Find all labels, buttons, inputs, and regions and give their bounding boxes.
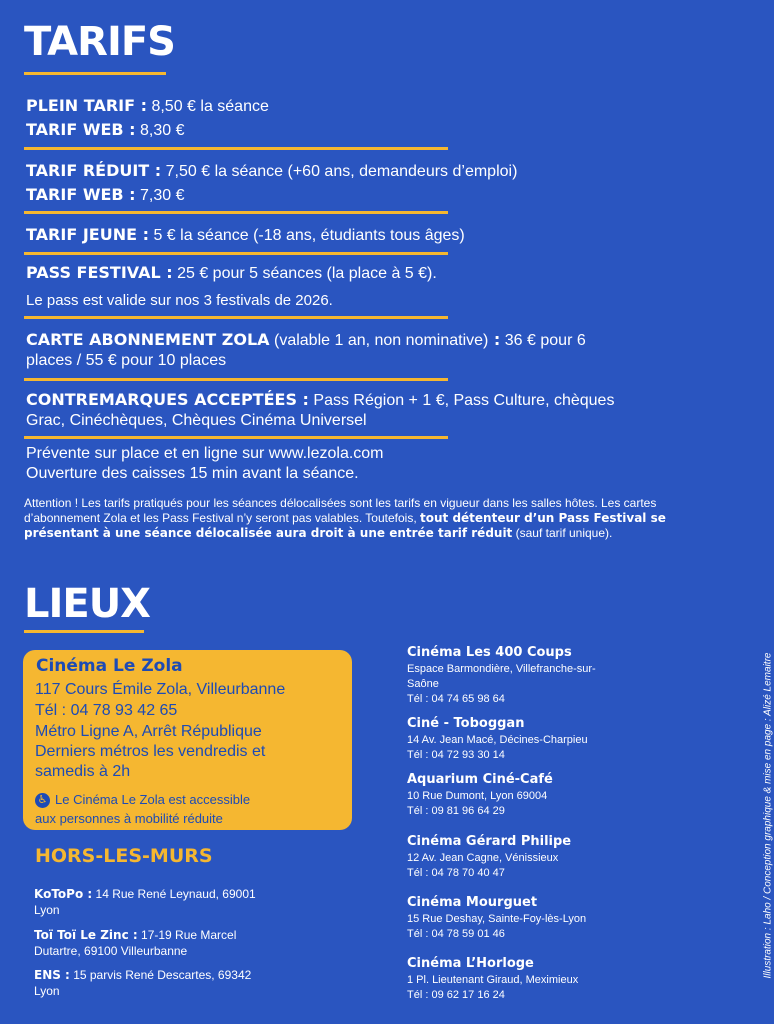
jeune-value: 5 € la séance (-18 ans, étudiants tous âges) [153, 227, 465, 244]
cinema-tel: Tél : 04 78 70 40 47 [407, 867, 505, 879]
attention-text-1: Attention ! Les tarifs pratiqués pour les séances délocalisées sont les tarifs en vigueur dans les salles hôtes. Les cartes d’abonnement Zola et les Pass Festival n’y seront pas valables. Toutefois, [24, 496, 657, 525]
reduit-web-label: TARIF WEB : [26, 185, 136, 204]
cinema-entry [407, 771, 637, 819]
cinema-tel: Tél : 04 72 93 30 14 [407, 749, 505, 761]
pass-note: Le pass est valide sur nos 3 festivals de 2026. [26, 292, 333, 309]
hors-les-murs-address: 14 Rue René Leynaud, 69001 Lyon [34, 887, 256, 917]
jeune-label: TARIF JEUNE : [26, 225, 149, 244]
hors-les-murs-item [34, 886, 264, 918]
plein-tarif-row [26, 95, 269, 118]
plein-tarif-value: 8,50 € la séance [151, 98, 269, 115]
cinema-name: Cinéma Les 400 Coups [407, 645, 572, 660]
zola-access-2: aux personnes à mobilité réduite [35, 811, 223, 826]
hors-les-murs-address: 15 parvis René Descartes, 69342 Lyon [34, 968, 252, 998]
hors-les-murs-name: KoToPo : [34, 887, 93, 901]
carte-row [26, 329, 586, 352]
cinema-entry [407, 644, 622, 707]
contremarques-row [26, 389, 614, 412]
plein-web-label: TARIF WEB : [26, 120, 136, 139]
hors-les-murs-item [34, 927, 264, 959]
cinema-tel: Tél : 04 74 65 98 64 [407, 693, 505, 705]
cinema-name: Cinéma Mourguet [407, 895, 538, 910]
pass-label: PASS FESTIVAL : [26, 263, 173, 282]
reduit-label: TARIF RÉDUIT : [26, 161, 162, 180]
wheelchair-icon: ♿ [35, 793, 50, 808]
cinema-address: 10 Rue Dumont, Lyon 69004 [407, 790, 548, 802]
ouverture-text: Ouverture des caisses 15 min avant la séance. [26, 465, 359, 482]
cinema-address: 12 Av. Jean Cagne, Vénissieux [407, 852, 559, 864]
plein-web-row [26, 119, 185, 142]
zola-name: Cinéma Le Zola [36, 656, 183, 676]
cinema-address: 1 Pl. Lieutenant Giraud, Meximieux [407, 974, 579, 986]
carte-paren: (valable 1 an, non nominative) [274, 332, 489, 349]
cinema-entry [407, 894, 637, 942]
prevente-text: Prévente sur place et en ligne sur www.lezola.com [26, 445, 384, 462]
pass-row [26, 262, 437, 285]
attention-note [24, 496, 696, 541]
reduit-value: 7,50 € la séance (+60 ans, demandeurs d’emploi) [165, 163, 518, 180]
zola-card [23, 650, 352, 830]
tarifs-heading: TARIFS [24, 19, 175, 65]
attention-text-bold: tout détenteur d’un Pass Festival se présentant à une séance délocalisée aura droit à une entrée tarif réduit [24, 511, 666, 540]
divider [24, 147, 448, 150]
cinema-name: Aquarium Ciné-Café [407, 772, 553, 787]
zola-metro: Métro Ligne A, Arrêt République [35, 723, 262, 740]
zola-accessibility [35, 790, 250, 828]
cinema-address: 14 Av. Jean Macé, Décines-Charpieu [407, 734, 588, 746]
divider [24, 252, 448, 255]
contremarques-value-2: Grac, Cinéchèques, Chèques Cinéma Universel [26, 412, 367, 429]
cinema-name: Ciné - Toboggan [407, 716, 525, 731]
divider [24, 378, 448, 381]
reduit-row [26, 160, 517, 183]
carte-colon: : [488, 330, 501, 349]
carte-label: CARTE ABONNEMENT ZOLA [26, 330, 270, 349]
cinema-name: Cinéma L’Horloge [407, 956, 534, 971]
cinema-tel: Tél : 09 62 17 16 24 [407, 989, 505, 1001]
cinema-tel: Tél : 09 81 96 64 29 [407, 805, 505, 817]
pass-value: 25 € pour 5 séances (la place à 5 €). [177, 265, 437, 282]
carte-value-2: places / 55 € pour 10 places [26, 352, 227, 369]
contremarques-label: CONTREMARQUES ACCEPTÉES : [26, 390, 309, 409]
zola-address: 117 Cours Émile Zola, Villeurbanne [35, 681, 286, 698]
zola-metro-3: samedis à 2h [35, 763, 131, 780]
cinema-address: 15 Rue Deshay, Sainte-Foy-lès-Lyon [407, 913, 587, 925]
divider [24, 211, 448, 214]
cinema-entry [407, 955, 637, 1003]
plein-web-value: 8,30 € [140, 122, 185, 139]
zola-tel: Tél : 04 78 93 42 65 [35, 702, 178, 719]
tarifs-heading-underline [24, 72, 166, 75]
hors-les-murs-address: 17-19 Rue Marcel Dutartre, 69100 Villeurbanne [34, 928, 237, 958]
plein-tarif-label: PLEIN TARIF : [26, 96, 147, 115]
zola-access-1: Le Cinéma Le Zola est accessible [55, 792, 251, 807]
hors-les-murs-item [34, 967, 264, 999]
cinema-entry [407, 833, 637, 881]
credit-text: Illustration : Laho / Conception graphique & mise en page : Alizé Lemaitre [762, 652, 774, 979]
divider [24, 436, 448, 439]
hors-les-murs-heading: HORS-LES-MURS [35, 845, 213, 867]
cinema-tel: Tél : 04 78 59 01 46 [407, 928, 505, 940]
contremarques-value-1: Pass Région + 1 €, Pass Culture, chèques [313, 392, 615, 409]
lieux-heading-underline [24, 630, 144, 633]
carte-value-1: 36 € pour 6 [504, 332, 586, 349]
cinema-address: Espace Barmondière, Villefranche-sur-Saône [407, 663, 596, 690]
attention-text-2: (sauf tarif unique). [512, 526, 613, 540]
divider [24, 316, 448, 319]
jeune-row [26, 224, 465, 247]
reduit-web-row [26, 184, 185, 207]
hors-les-murs-name: Toï Toï Le Zinc : [34, 928, 138, 942]
hors-les-murs-name: ENS : [34, 968, 70, 982]
cinema-entry [407, 715, 637, 763]
reduit-web-value: 7,30 € [140, 187, 185, 204]
cinema-name: Cinéma Gérard Philipe [407, 834, 572, 849]
zola-metro-2: Derniers métros les vendredis et [35, 743, 266, 760]
lieux-heading: LIEUX [24, 581, 151, 627]
